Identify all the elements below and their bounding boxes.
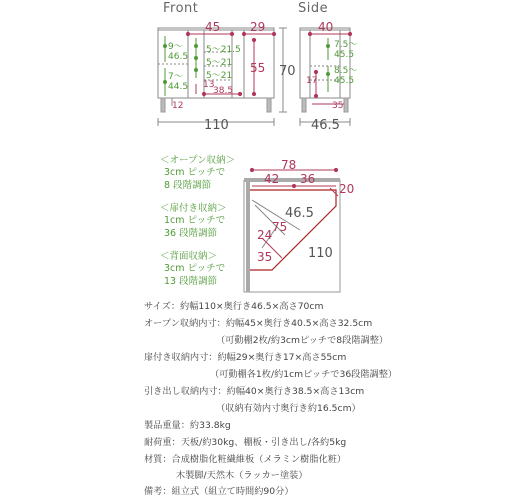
front-dim-5-21a: 5～21 — [206, 58, 233, 68]
side-dim-17: 17 — [306, 76, 318, 86]
spec-size: サイズ：約幅110×奥行き46.5×高さ70cm — [144, 301, 324, 312]
side-cabinet-outline — [300, 28, 350, 98]
legend-item-door — [160, 200, 240, 240]
height-dim-70: 70 — [279, 64, 296, 79]
front-dim-12: 12 — [172, 101, 184, 111]
spec-material: 材質：合成樹脂化粧繊維板（メラミン樹脂化粧） — [144, 454, 347, 465]
front-dim-5-215: 5～21.5 — [206, 45, 241, 55]
legend-open-text: 3cm ピッチで 8 段階調節 — [164, 167, 226, 191]
side-dim-35: 35 — [332, 101, 344, 111]
spec-drawer: 引き出し収納内寸：約幅40×奥行き38.5×高さ13cm — [144, 386, 365, 397]
legend-back-heading: ＜背面収納＞ — [160, 251, 218, 262]
side-dim-85-455: 8.5～ 45.5 — [334, 66, 358, 86]
spec-open-storage: オープン収納内寸：約幅45×奥行き40.5×高さ32.5cm — [144, 318, 373, 329]
top-dim-24: 24 — [257, 228, 273, 242]
side-view-title: Side — [298, 1, 329, 16]
spec-open-storage-note: （可動棚2枚/約3cmピッチで8段階調整） — [216, 335, 389, 346]
legend — [160, 152, 240, 288]
side-dim-40: 40 — [318, 20, 334, 34]
spec-load: 耐荷重：天板/約30kg、棚板・引き出し/各約5kg — [144, 437, 347, 448]
front-view-title: Front — [163, 1, 199, 16]
legend-back-text: 3cm ピッチで 13 段階調節 — [164, 263, 226, 287]
top-dim-110: 110 — [308, 246, 333, 261]
front-dim-13: 13 — [203, 80, 215, 90]
legend-door-heading: ＜扉付き収納＞ — [160, 203, 227, 214]
legend-door-text: 1cm ピッチで 36 段階調節 — [164, 215, 226, 239]
spec-door-storage-note: （可動棚各1枚/約1cmピッチで36段階調整） — [210, 369, 398, 380]
spec-material-legs: 木製脚/天然木（ラッカー塗装） — [176, 470, 308, 481]
front-dim-9-465: 9～ 46.5 — [168, 42, 189, 62]
side-dim-75-455: 7.5～ 45.5 — [334, 40, 358, 60]
front-dim-110: 110 — [204, 118, 229, 133]
top-dim-75: 75 — [272, 220, 288, 234]
front-dim-7-445: 7～ 44.5 — [168, 72, 189, 92]
front-dim-5-21b: 5～21 — [206, 71, 233, 81]
front-dim-385: 38.5 — [213, 86, 234, 96]
spec-weight: 製品重量：約33.8kg — [144, 420, 231, 431]
top-dim-42: 42 — [264, 172, 280, 186]
top-dim-20: 20 — [339, 182, 355, 196]
top-dim-36: 36 — [300, 172, 316, 186]
front-dim-45: 45 — [205, 20, 221, 34]
top-dim-465: 46.5 — [285, 206, 314, 221]
spec-notes: 備考：組立式（組立て時間約90分） — [144, 486, 294, 497]
spec-drawer-note: （収納有効内寸奥行き約16.5cm） — [216, 403, 361, 414]
spec-door-storage: 扉付き収納内寸：約幅29×奥行き17×高さ55cm — [144, 352, 347, 363]
legend-open-heading: ＜オープン収納＞ — [160, 155, 236, 166]
front-dim-55: 55 — [250, 61, 266, 75]
legend-item-back — [160, 248, 240, 288]
side-dim-465: 46.5 — [311, 118, 340, 133]
top-dim-78: 78 — [281, 158, 297, 172]
legend-item-open — [160, 152, 240, 192]
top-dim-35: 35 — [257, 250, 273, 264]
front-dim-29: 29 — [250, 20, 266, 34]
